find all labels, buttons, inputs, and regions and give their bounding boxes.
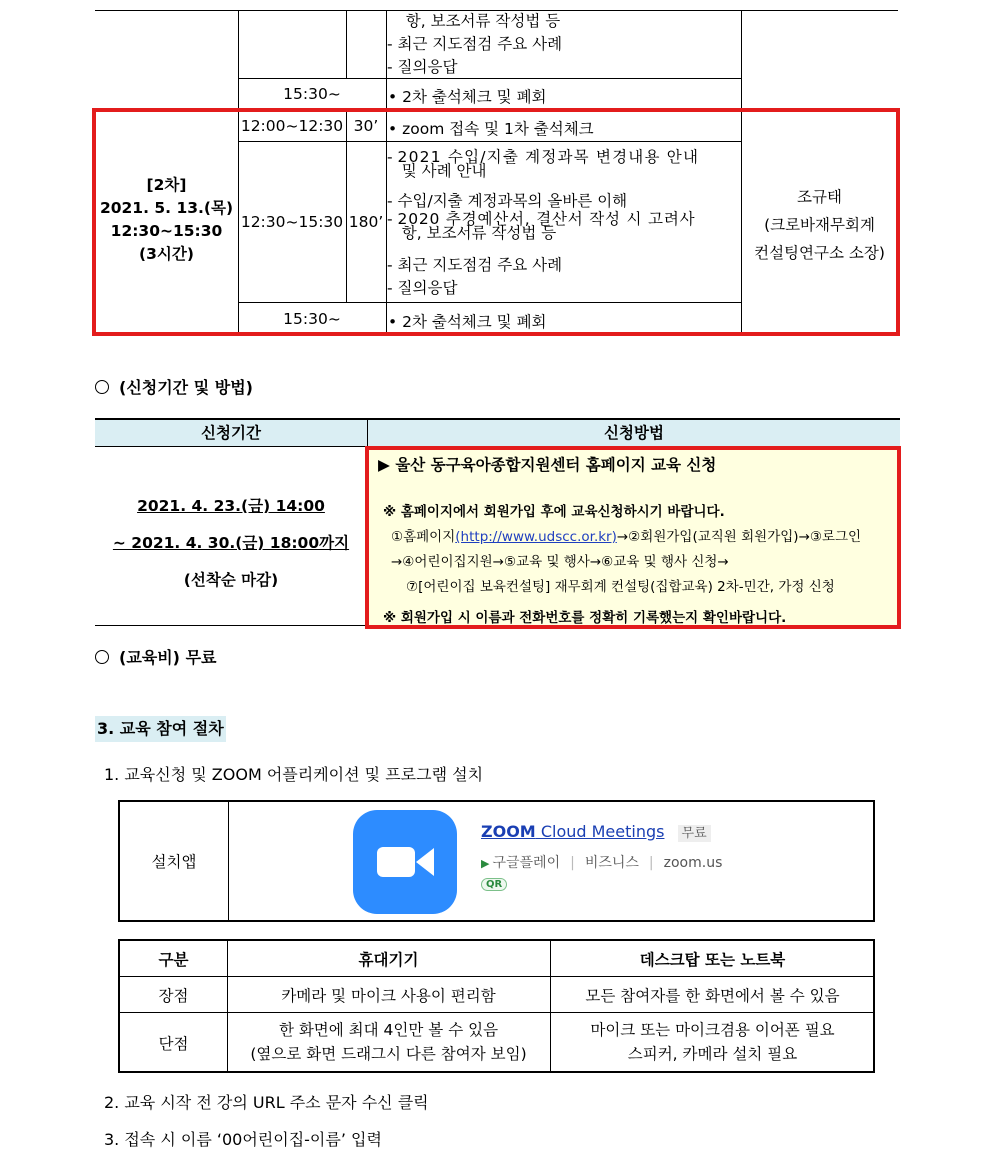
circle-bullet-icon (95, 380, 109, 394)
highlight-box (365, 446, 901, 629)
schedule-item: - 질의응답 (387, 279, 458, 297)
schedule-item: - 수입/지출 계정과목의 올바른 이해 (387, 192, 628, 210)
step-1: 1. 교육신청 및 ZOOM 어플리케이션 및 프로그램 설치 (104, 765, 484, 784)
header-type: 구분 (158, 951, 189, 969)
schedule-item: • 2차 출석체크 및 폐회 (388, 88, 547, 106)
schedule-item: - 최근 지도점검 주요 사례 (387, 35, 563, 53)
header-period: 신청기간 (95, 418, 367, 447)
steps-line: ⑦[어린이집 보육컨설팅] 재무회계 컨설팅(집합교육) 2차-민간, 가정 신청 (406, 579, 835, 595)
slot-duration: 180’ (348, 213, 384, 231)
row-label: 장점 (158, 987, 189, 1005)
header-mobile: 휴대기기 (358, 951, 419, 969)
schedule-item: • 2차 출석체크 및 폐회 (388, 313, 547, 331)
schedule-item: - 2021 수입/지출 계정과목 변경내용 안내 및 사례 안내 (387, 148, 700, 180)
highlight-box (92, 108, 900, 336)
homepage-link[interactable]: (http://www.udscc.or.kr) (455, 529, 617, 545)
install-app-table (118, 800, 875, 922)
desktop-con: 마이크 또는 마이크겸용 이어폰 필요 스피커, 카메라 설치 필요 (590, 1021, 835, 1063)
session-label: [2차] 2021. 5. 13.(목) 12:30~15:30 (3시간) (99, 176, 234, 263)
application-heading: (신청기간 및 방법) (95, 375, 253, 398)
note: ※ 회원가입 시 이름과 전화번호를 정확히 기록했는지 확인바랍니다. (383, 610, 787, 626)
app-title[interactable]: ZOOM Cloud Meetings 무료 (481, 822, 711, 841)
header-desktop: 데스크탑 또는 노트북 (639, 951, 786, 969)
schedule-item: - 2020 추경예산서, 결산서 작성 시 고려사 항, 보조서류 작성법 등 (387, 210, 696, 242)
header-method: 신청방법 (367, 418, 900, 447)
schedule-item: 항, 보조서류 작성법 등 (405, 12, 561, 30)
row-label: 단점 (158, 1035, 189, 1053)
step-2: 2. 교육 시작 전 강의 URL 주소 문자 수신 클릭 (104, 1093, 429, 1112)
app-meta: ▶ 구글플레이 | 비즈니스 | zoom.us (481, 855, 723, 871)
slot-time: 12:30~15:30 (240, 213, 344, 231)
schedule-item: - 질의응답 (387, 58, 458, 76)
install-label: 설치앱 (151, 853, 197, 871)
section-heading: 3. 교육 참여 절차 (95, 716, 226, 742)
device-comparison-table (118, 939, 875, 1073)
circle-bullet-icon (95, 650, 109, 664)
qr-badge[interactable]: QR (481, 878, 507, 891)
steps-line: →④어린이집지원→⑤교육 및 행사→⑥교육 및 행사 신청→ (391, 554, 729, 570)
fee-heading: (교육비) 무료 (95, 645, 216, 668)
steps-line: ①홈페이지(http://www.udscc.or.kr)→②회원가입(교직원 회원가입)→③로그인 (391, 529, 862, 545)
application-period: 2021. 4. 23.(금) 14:00 ~ 2021. 4. 30.(금) 18:00까지 (선착순 마감) (112, 497, 350, 589)
instructor: 조규태 (크로바재무회계 컨설팅연구소 소장) (754, 188, 885, 262)
price-badge: 무료 (678, 825, 711, 842)
mobile-con: 한 화면에 최대 4인만 볼 수 있음 (옆으로 화면 드래그시 다른 참여자 보임) (250, 1021, 527, 1063)
end-time: 15:30~ (283, 85, 341, 103)
schedule-item: - 최근 지도점검 주요 사례 (387, 256, 563, 274)
desktop-pro: 모든 참여자를 한 화면에서 볼 수 있음 (585, 987, 840, 1005)
method-title: ▶ 울산 동구육아종합지원센터 홈페이지 교육 신청 (378, 456, 717, 474)
end-time: 15:30~ (283, 310, 341, 328)
mobile-pro: 카메라 및 마이크 사용이 편리함 (281, 987, 496, 1005)
zoom-app-icon[interactable] (353, 810, 457, 914)
slot-time: 12:00~12:30 (240, 117, 344, 135)
note: ※ 홈페이지에서 회원가입 후에 교육신청하시기 바랍니다. (383, 504, 725, 520)
slot-duration: 30’ (353, 117, 379, 135)
step-3: 3. 접속 시 이름 ‘00어린이집-이름’ 입력 (104, 1130, 382, 1149)
play-store-icon: ▶ (481, 857, 490, 870)
schedule-item: • zoom 접속 및 1차 출석체크 (388, 120, 594, 138)
